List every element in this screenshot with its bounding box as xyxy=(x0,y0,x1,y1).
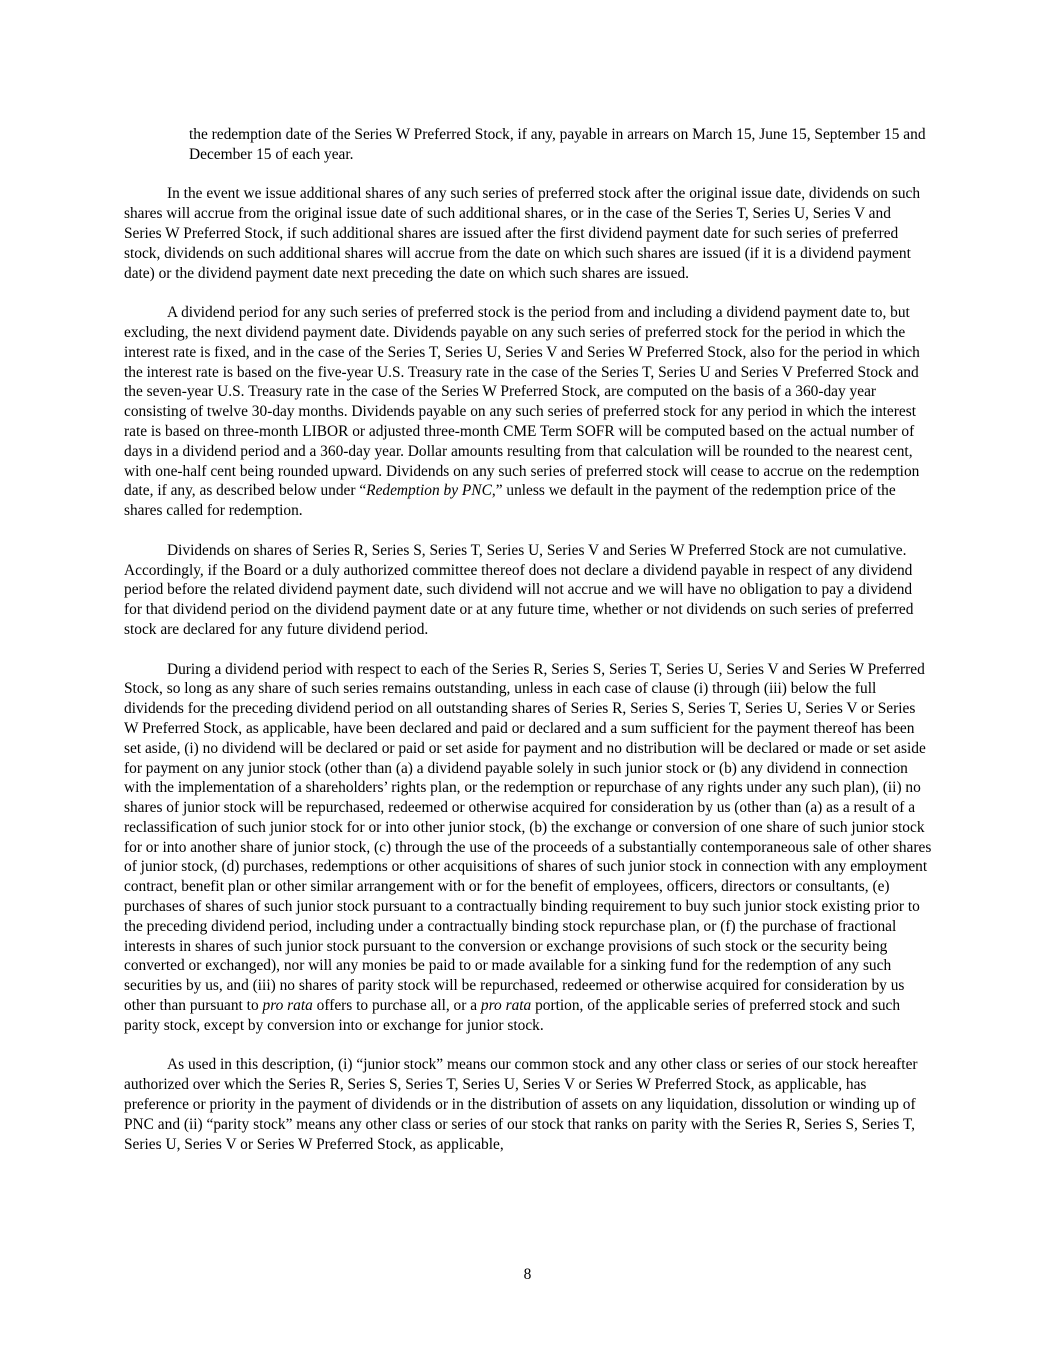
paragraph-dividend-restrictions-text-1: During a dividend period with respect to each of the Series R, Series S, Series T, Series U, Series V and Series W Preferred Stock, so long as any share of such series remains outstanding, unless in each case of clause (i) through (iii) below the full dividends for the preceding dividend period on all outstanding shares of Series R, Series S, Series T, Series U, Series V or Series W Preferred Stock, as applicable, have been declared and paid or declared and a sum sufficient for the payment thereof has been set aside, (i) no dividend will be declared or paid or set aside for payment and no distribution will be declared or made or set aside for payment on any junior stock (other than (a) a dividend payable solely in such junior stock or (b) any dividend in connection with the implementation of a shareholders’ rights plan, or the redemption or repurchase of any rights under any such plan), (ii) no shares of junior stock will be repurchased, redeemed or otherwise acquired for consideration by us (other than (a) as a result of a reclassification of such junior stock for or into other junior stock, (b) the exchange or conversion of one share of such junior stock for or into another share of junior stock, (c) through the use of the proceeds of a substantially contemporaneous sale of other shares of junior stock, (d) purchases, redemptions or other acquisitions of shares of such junior stock in connection with any employment contract, benefit plan or other similar arrangement with or for the benefit of employees, officers, directors or consultants, (e) purchases of shares of such junior stock pursuant to a contractually binding requirement to buy such junior stock existing prior to the preceding dividend period, including under a contractually binding stock repurchase plan, or (f) the purchase of fractional interests in shares of such junior stock pursuant to the conversion or exchange provisions of such stock or the security being converted or exchanged), nor will any monies be paid to or made available for a sinking fund for the redemption of any such securities by us, and (iii) no shares of parity stock will be repurchased, redeemed or otherwise acquired for consideration by us other than pursuant to xyxy=(124,660,932,1015)
block-quote-continuation: the redemption date of the Series W Preferred Stock, if any, payable in arrears on March 15, June 15, September 15 and December 15 of each year. xyxy=(189,126,926,163)
page-body xyxy=(124,125,932,1174)
paragraph-dividend-period-text-2: ,” unless we default in the payment of the redemption price of the shares called for redemption. xyxy=(124,482,896,520)
pro-rata-italic-2: pro rata xyxy=(480,997,532,1015)
paragraph-dividend-restrictions-text-3: portion, of the applicable series of preferred stock and such parity stock, except by conversion into or exchange for junior stock. xyxy=(124,997,901,1034)
pro-rata-italic-1: pro rata xyxy=(262,997,313,1015)
paragraph-dividend-period xyxy=(124,303,932,521)
paragraph-definitions: As used in this description, (i) “junior stock” means our common stock and any other class or series of our stock hereafter authorized over which the Series R, Series S, Series T, Series U, Series V or Series W Preferred Stock, as applicable, has preference or priority in the payment of dividends or in the distribution of assets on any liquidation, dissolution or winding up of PNC and (ii) “parity stock” means any other class or series of our stock that ranks on parity with the Series R, Series S, Series T, Series U, Series V or Series W Preferred Stock, as applicable, xyxy=(124,1056,918,1153)
paragraph-dividend-restrictions xyxy=(124,660,932,1036)
paragraph-dividend-restrictions-text-2: offers to purchase all, or a xyxy=(312,997,481,1015)
paragraph-non-cumulative: Dividends on shares of Series R, Series S, Series T, Series U, Series V and Series W Preferred Stock are not cumulative. Accordingly, if the Board or a duly authorized committee thereof does not declare a dividend payable in respect of any dividend period before the related dividend payment date, such dividend will not accrue and we will have no obligation to pay a dividend for that dividend period on the dividend payment date or at any future time, whether or not dividends on such series of preferred stock are declared for any future dividend period. xyxy=(124,541,914,638)
redemption-by-pnc-reference: Redemption by PNC xyxy=(366,482,492,500)
page-number: 8 xyxy=(523,1266,532,1283)
paragraph-dividend-period-text-1: A dividend period for any such series of preferred stock is the period from and including a dividend payment date to, but excluding, the next dividend payment date. Dividends payable on any such series of preferred stock for the period in which the interest rate is fixed, and in the case of the Series T, Series U, Series V and Series W Preferred Stock, also for the period in which the interest rate is based on the five-year U.S. Treasury rate in the case of the Series T, Series U and Series V Preferred Stock and the seven-year U.S. Treasury rate in the case of the Series W Preferred Stock, are computed on the basis of a 360-day year consisting of twelve 30-day months. Dividends payable on any such series of preferred stock for any period in which the interest rate is based on three-month LIBOR or adjusted three-month CME Term SOFR will be computed based on the actual number of days in a dividend period and a 360-day year. Dollar amounts resulting from that calculation will be rounded to the nearest cent, with one-half cent being rounded upward. Dividends on any such series of preferred stock will cease to accrue on the redemption date, if any, as described below under “ xyxy=(124,304,920,500)
paragraph-additional-shares: In the event we issue additional shares of any such series of preferred stock after the original issue date, dividends on such shares will accrue from the original issue date of such additional shares, or in the case of the Series T, Series U, Series V and Series W Preferred Stock, if such additional shares are issued after the first dividend payment date for such series of preferred stock, dividends on such additional shares will accrue from the date on which such shares are issued (if it is a dividend payment date) or the dividend payment date next preceding the date on which such shares are issued. xyxy=(124,185,921,282)
